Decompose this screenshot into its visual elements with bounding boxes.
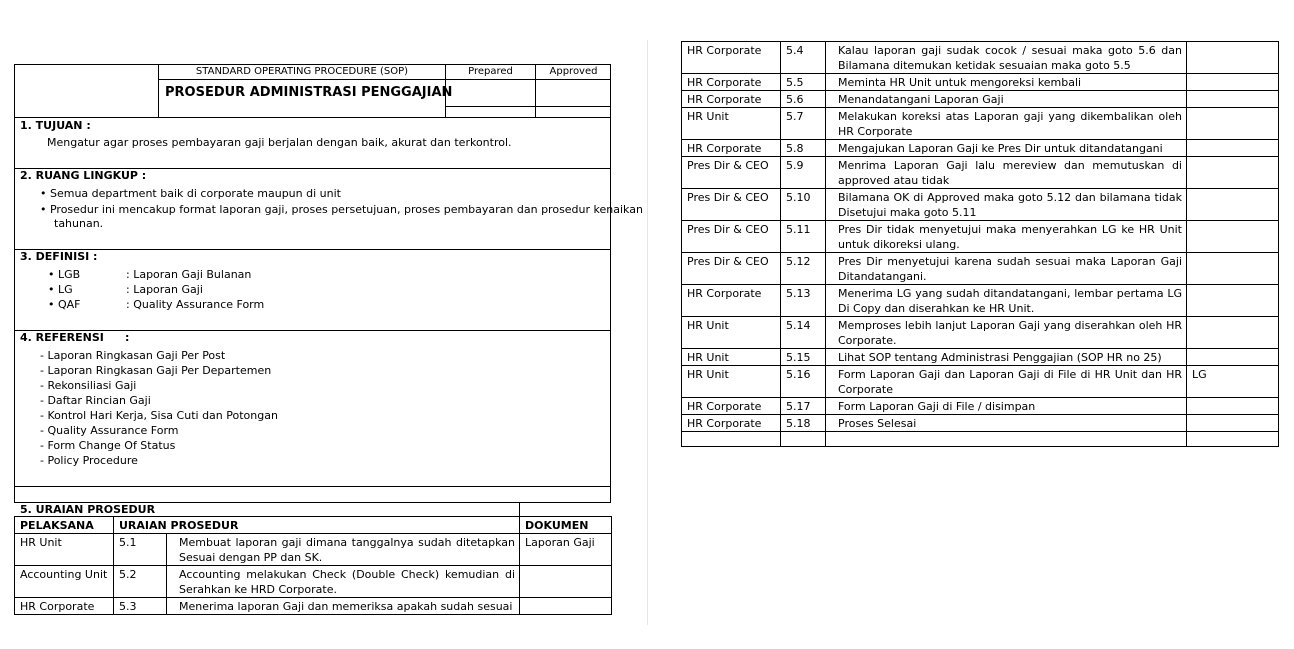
sop-label: STANDARD OPERATING PROCEDURE (SOP): [195, 66, 409, 77]
table-row: [682, 415, 1279, 432]
cell-description: Accounting melakukan Check (Double Check) kemudian di Serahkan ke HRD Corporate.: [167, 566, 520, 598]
cell-description: Pres Dir menyetujui karena sudah sesuai maka Laporan Gaji Ditandatangani.: [826, 253, 1187, 285]
cell-step-number: 5.12: [781, 253, 826, 285]
cell-pelaksana: HR Unit: [682, 108, 781, 140]
cell-pelaksana: HR Unit: [682, 366, 781, 398]
cell-description: Form Laporan Gaji di File / disimpan: [826, 398, 1187, 415]
cell-description: Kalau laporan gaji sudak cocok / sesuai maka goto 5.6 dan Bilamana ditemukan ketidak sesuaian maka goto 5.5: [826, 42, 1187, 74]
cell-pelaksana: Pres Dir & CEO: [682, 253, 781, 285]
ruang-item-1: • Semua department baik di corporate maupun di unit: [40, 187, 341, 200]
cell-step-number: 5.4: [781, 42, 826, 74]
cell-dokumen: [520, 566, 612, 598]
table-row: [682, 366, 1279, 398]
cell-step-number: 5.7: [781, 108, 826, 140]
cell-step-number: 5.1: [114, 534, 167, 566]
referensi-item: - Quality Assurance Form: [40, 424, 179, 437]
cell-dokumen: [520, 598, 612, 615]
cell-pelaksana: HR Unit: [682, 349, 781, 366]
referensi-item: - Rekonsiliasi Gaji: [40, 379, 137, 392]
table-row: [682, 253, 1279, 285]
cell-description: Mengajukan Laporan Gaji ke Pres Dir untuk ditandatangani: [826, 140, 1187, 157]
cell-step-number: 5.16: [781, 366, 826, 398]
cell-description: Meminta HR Unit untuk mengoreksi kembali: [826, 74, 1187, 91]
col-header-uraian: URAIAN PROSEDUR: [114, 517, 520, 534]
document-title: PROSEDUR ADMINISTRASI PENGGAJIAN: [165, 85, 453, 100]
section-referensi-heading: 4. REFERENSI: [20, 331, 104, 344]
cell-description: Memproses lebih lanjut Laporan Gaji yang diserahkan oleh HR Corporate.: [826, 317, 1187, 349]
cell-dokumen: [1187, 253, 1279, 285]
definisi-abbr: • LGB: [48, 268, 81, 281]
cell-dokumen: [1187, 415, 1279, 432]
cell-description: Bilamana OK di Approved maka goto 5.12 dan bilamana tidak Disetujui maka goto 5.11: [826, 189, 1187, 221]
cell-dokumen: [1187, 108, 1279, 140]
cell-pelaksana: HR Corporate: [682, 74, 781, 91]
cell-dokumen: [1187, 189, 1279, 221]
cell-dokumen: [1187, 398, 1279, 415]
table-row: [682, 42, 1279, 74]
referensi-colon: :: [125, 331, 130, 344]
table-row: [682, 157, 1279, 189]
tujuan-text: Mengatur agar proses pembayaran gaji berjalan dengan baik, akurat dan terkontrol.: [47, 136, 512, 149]
cell-dokumen: [1187, 42, 1279, 74]
definisi-abbr: • LG: [48, 283, 73, 296]
table-row: [15, 566, 612, 598]
cell-pelaksana: HR Corporate: [682, 42, 781, 74]
cell-dokumen: [1187, 349, 1279, 366]
cell-pelaksana: HR Corporate: [682, 91, 781, 108]
cell-pelaksana: Accounting Unit: [15, 566, 114, 598]
col-header-dokumen: DOKUMEN: [520, 517, 612, 534]
ruang-item-2-cont: tahunan.: [54, 217, 104, 230]
table-row: [682, 189, 1279, 221]
cell-pelaksana: HR Corporate: [682, 285, 781, 317]
section-ruang-lingkup-heading: 2. RUANG LINGKUP :: [20, 169, 147, 182]
cell-dokumen: [1187, 317, 1279, 349]
cell-description: Membuat laporan gaji dimana tanggalnya sudah ditetapkan Sesuai dengan PP dan SK.: [167, 534, 520, 566]
cell-pelaksana: Pres Dir & CEO: [682, 157, 781, 189]
referensi-item: - Laporan Ringkasan Gaji Per Post: [40, 349, 226, 362]
table-row: [15, 534, 612, 566]
section-uraian-heading: 5. URAIAN PROSEDUR: [20, 503, 156, 516]
cell-pelaksana: HR Corporate: [682, 415, 781, 432]
cell-pelaksana: HR Corporate: [682, 140, 781, 157]
cell-description: Menandatangani Laporan Gaji: [826, 91, 1187, 108]
cell-step-number: 5.2: [114, 566, 167, 598]
cell-pelaksana: [682, 432, 781, 447]
cell-description: Menerima LG yang sudah ditandatangani, lembar pertama LG Di Copy dan diserahkan ke HR Unit.: [826, 285, 1187, 317]
table-row: [682, 140, 1279, 157]
section-definisi-heading: 3. DEFINISI :: [20, 250, 98, 263]
cell-step-number: 5.18: [781, 415, 826, 432]
cell-description: Melakukan koreksi atas Laporan gaji yang dikembalikan oleh HR Corporate: [826, 108, 1187, 140]
cell-step-number: 5.15: [781, 349, 826, 366]
table-row: [682, 74, 1279, 91]
cell-step-number: 5.17: [781, 398, 826, 415]
col-header-pelaksana: PELAKSANA: [15, 517, 114, 534]
cell-description: Menrima Laporan Gaji lalu mereview dan memutuskan di approved atau tidak: [826, 157, 1187, 189]
table-row: [15, 598, 612, 615]
referensi-item: - Form Change Of Status: [40, 439, 176, 452]
cell-step-number: 5.14: [781, 317, 826, 349]
cell-step-number: 5.3: [114, 598, 167, 615]
cell-step-number: 5.6: [781, 91, 826, 108]
section-tujuan-heading: 1. TUJUAN :: [20, 119, 91, 132]
cell-description: Proses Selesai: [826, 415, 1187, 432]
referensi-item: - Daftar Rincian Gaji: [40, 394, 151, 407]
table-row: [682, 221, 1279, 253]
cell-dokumen: [1187, 432, 1279, 447]
procedure-table: [14, 516, 612, 615]
cell-dokumen: [1187, 221, 1279, 253]
definisi-desc: : Quality Assurance Form: [126, 298, 265, 311]
cell-description: Pres Dir tidak menyetujui maka menyerahkan LG ke HR Unit untuk dikoreksi ulang.: [826, 221, 1187, 253]
cell-dokumen: [1187, 140, 1279, 157]
cell-pelaksana: HR Unit: [682, 317, 781, 349]
cell-pelaksana: HR Unit: [15, 534, 114, 566]
cell-step-number: 5.13: [781, 285, 826, 317]
cell-step-number: 5.8: [781, 140, 826, 157]
referensi-item: - Policy Procedure: [40, 454, 138, 467]
table-row: [682, 349, 1279, 366]
table-row: [682, 317, 1279, 349]
cell-step-number: 5.11: [781, 221, 826, 253]
ruang-item-2: • Prosedur ini mencakup format laporan gaji, proses persetujuan, proses pembayaran dan prosedur kenaikan: [40, 203, 643, 216]
prepared-label: Prepared: [468, 66, 513, 77]
table-row: [682, 91, 1279, 108]
cell-description: Form Laporan Gaji dan Laporan Gaji di File di HR Unit dan HR Corporate: [826, 366, 1187, 398]
cell-pelaksana: HR Corporate: [15, 598, 114, 615]
table-row: [682, 432, 1279, 447]
definisi-desc: : Laporan Gaji: [126, 283, 203, 296]
definisi-abbr: • QAF: [48, 298, 81, 311]
cell-dokumen: [1187, 157, 1279, 189]
cell-dokumen: [1187, 285, 1279, 317]
cell-step-number: 5.5: [781, 74, 826, 91]
cell-step-number: 5.10: [781, 189, 826, 221]
referensi-item: - Kontrol Hari Kerja, Sisa Cuti dan Potongan: [40, 409, 278, 422]
cell-dokumen: [1187, 74, 1279, 91]
cell-pelaksana: Pres Dir & CEO: [682, 189, 781, 221]
procedure-table-continued: [681, 41, 1279, 447]
cell-dokumen: [1187, 91, 1279, 108]
cell-description: [826, 432, 1187, 447]
definisi-desc: : Laporan Gaji Bulanan: [126, 268, 252, 281]
page-divider: [647, 40, 648, 625]
table-row: [682, 285, 1279, 317]
approved-label: Approved: [549, 66, 598, 77]
table-row: [682, 398, 1279, 415]
cell-step-number: 5.9: [781, 157, 826, 189]
cell-pelaksana: Pres Dir & CEO: [682, 221, 781, 253]
cell-description: Lihat SOP tentang Administrasi Penggajian (SOP HR no 25): [826, 349, 1187, 366]
referensi-item: - Laporan Ringkasan Gaji Per Departemen: [40, 364, 272, 377]
table-row: [682, 108, 1279, 140]
cell-pelaksana: HR Corporate: [682, 398, 781, 415]
cell-dokumen: Laporan Gaji: [520, 534, 612, 566]
cell-description: Menerima laporan Gaji dan memeriksa apakah sudah sesuai: [167, 598, 520, 615]
cell-step-number: [781, 432, 826, 447]
cell-dokumen: LG: [1187, 366, 1279, 398]
